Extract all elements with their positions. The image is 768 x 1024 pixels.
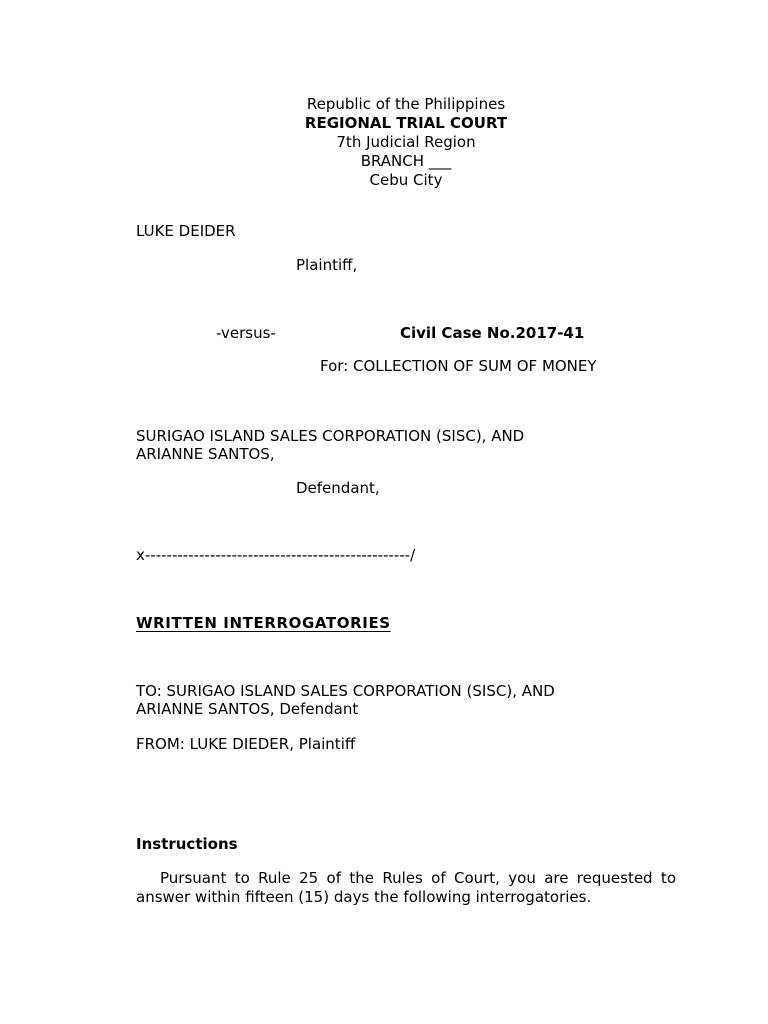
to-line2: ARIANNE SANTOS, Defendant: [136, 700, 359, 718]
court-header-branch: BRANCH ___: [360, 152, 452, 170]
defendant-label: Defendant,: [296, 479, 380, 497]
instructions-heading: Instructions: [136, 835, 238, 853]
court-header-title: REGIONAL TRIAL COURT: [304, 114, 508, 132]
instructions-paragraph-text: Pursuant to Rule 25 of the Rules of Court, you are requested to answer within fifteen (15) days the following interrogatories.: [136, 869, 676, 906]
defendant-name-line2: ARIANNE SANTOS,: [136, 445, 275, 463]
to-line1: TO: SURIGAO ISLAND SALES CORPORATION (SISC), AND: [136, 682, 555, 700]
instructions-paragraph: [136, 869, 676, 907]
caption-separator: x-------------------------------------------------/: [136, 546, 416, 564]
case-number: Civil Case No.2017-41: [400, 324, 585, 342]
case-nature: For: COLLECTION OF SUM OF MONEY: [320, 357, 597, 375]
document-title: WRITTEN INTERROGATORIES: [136, 614, 391, 632]
plaintiff-label: Plaintiff,: [296, 256, 358, 274]
court-header-city: Cebu City: [369, 171, 443, 189]
defendant-name-line1: SURIGAO ISLAND SALES CORPORATION (SISC), AND: [136, 427, 525, 445]
court-header-country: Republic of the Philippines: [306, 95, 506, 113]
court-header-region: 7th Judicial Region: [336, 133, 476, 151]
plaintiff-name: LUKE DEIDER: [136, 222, 236, 240]
versus-text: -versus-: [216, 324, 276, 342]
from-line: FROM: LUKE DIEDER, Plaintiff: [136, 735, 356, 753]
